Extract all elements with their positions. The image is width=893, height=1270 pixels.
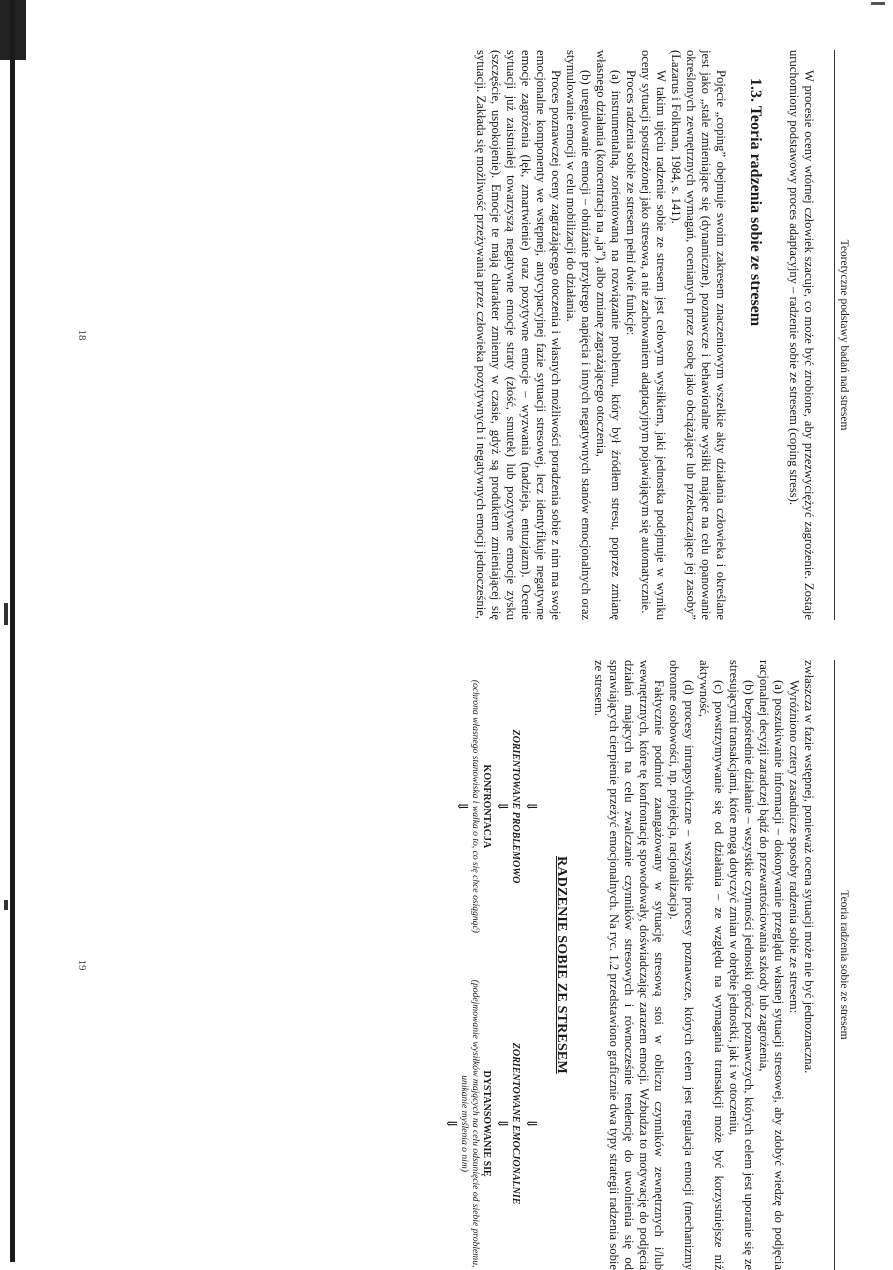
- body-paragraph: (a) instrumentalną, zorientowaną na rozwiązanie problemu, który był źródłem stresu, poprzez zmianę własnego działania (koncentracja na „ja”), albo zmianę zagrażającego otoczenia,: [594, 50, 623, 620]
- diagram-columns: [441, 660, 539, 1270]
- running-header: Teoretyczne podstawy badań nad stresem: [834, 50, 850, 620]
- intro-paragraph: W procesie oceny wtórnej człowiek szacuje, co może być zrobione, aby przezwyciężyć zagrożenie. Zostaje uruchomiony podstawowy proces adaptacyjny – radzenie sobie ze stresem (coping stress).: [787, 50, 816, 620]
- body-paragraph: zwłaszcza w fazie wstępnej, ponieważ ocena sytuacji może nie być jednoznaczna.: [802, 660, 816, 1074]
- page-18: [76, 50, 850, 620]
- body-paragraph: (c) powstrzymywanie się od działania – ze względu na wymagania transakcji może być korzystniejsze niż aktywność,: [697, 660, 726, 1270]
- down-arrow-icon: ⇓: [523, 1117, 538, 1130]
- problem-focused-heading: ZORIENTOWANE PROBLEMOWO: [510, 729, 521, 884]
- body-paragraph: Proces poznawczej oceny zagrażającego otoczenia i własnych możliwości poradzenia sobie z nim ma swoje emocjonalne komponenty we wstępnej, antycypacyjnej fazie sytuacji stresowej, lecz identyfikuje negatywne emocje zagrożenia (lęk, zmartwienie) oraz pozytywne emocje – wyzwania (nadzieja, entuzjazm). Ocenie sytuacji już zaistniałej towarzyszą negatywne emocje straty (złość, smutek) lub pozytywne emocje zysku (szczęście, uspokojenie). Emocje te mają charakter zmienny w czasie, gdyż są produktem zmieniającej się sytuacji. Zakłada się możliwość przeżywania przez człowieka pozytywnych i negatywnych emocji jednocześnie,: [474, 50, 563, 620]
- section-title: 1.3. Teoria radzenia sobie ze stresem: [747, 78, 764, 327]
- coping-strategies-diagram: [441, 660, 569, 1270]
- emotion-focused-column: [441, 977, 539, 1270]
- page-number: 18: [76, 329, 88, 341]
- body-paragraph: (d) procesy intrapsychiczne – wszystkie procesy poznawcze, których celem jest regulacja emocji (mechanizmy obronne osobowości, np. projekcja, racjonalizacja).: [667, 660, 696, 1270]
- diagram-title: RADZENIE SOBIE ZE STRESEM: [554, 856, 569, 1074]
- body-paragraph: (b) bezpośrednie działanie – wszystkie czynności jednostki oprócz poznawczych, których celem jest uporanie się ze stresującymi transakcjami, które mogą dotyczyć zmian w obrębie jednostki, jak i w otoczeniu,: [727, 660, 756, 1270]
- body-paragraph: Wyróżniono cztery zasadnicze sposoby radzenia sobie ze stresem:: [787, 680, 801, 1014]
- body-paragraph: (b) uregulowanie emocji – obniżanie przykrego napięcia i innych negatywnych stanów emocjonalnych oraz stymulowanie emocji w celu mobilizacji do działania.: [564, 50, 593, 620]
- down-arrow-icon: ⇓: [494, 800, 509, 813]
- body-paragraph: Pojęcie „coping” obejmuje swoim zakresem znaczeniowym wszelkie akty działania człowieka i określane jest jako „stale zmieniające się (dynamiczne), poznawcze i behawioralne wysiłki mające na celu opanowanie określonych zewnętrznych wymagań, ocenianych przez osobę jako obciążające lub przekraczające jej zasoby” (Lazarus i Folkman, 1984, s. 141).: [669, 50, 728, 620]
- body-paragraph: Proces radzenia sobie ze stresem pełni dwie funkcje:: [624, 70, 638, 336]
- down-arrow-icon: ⇓: [523, 800, 538, 813]
- emotion-focused-heading: ZORIENTOWANE EMOCJONALNIE: [510, 1042, 521, 1205]
- scan-mark: [4, 603, 8, 625]
- distancing-description: (podejmowanie wysiłków mających na celu odsunięcie od siebie problemu, unikanie myślenia o nim): [459, 979, 481, 1268]
- confrontation-description: (ochrona własnego stanowiska i walka o to, co się chce osiągnąć): [470, 679, 481, 933]
- page-number: 19: [76, 959, 88, 971]
- down-arrow-icon: ⇓: [454, 800, 469, 813]
- distancing-label: DYSTANSOWANIE SIĘ: [481, 1070, 492, 1177]
- running-header: Teoria radzenia sobie ze stresem: [834, 660, 850, 1270]
- binding-edge-line: [10, 0, 15, 1262]
- scan-mark: [4, 900, 8, 910]
- body-paragraph: Faktycznie podmiot zaangażowany w sytuację stresową stoi w obliczu czynników zewnętrznych i/lub wewnętrznych, które tę konfrontację spowodowały, doświadczając zarazem emocji. Wzbudza to motywację do podjęcia działań mających na celu zwalczanie czynników stresowych i równocześnie tendencję do uwolnienia się od sprawiających cierpienie przeżyć emocjonalnych. Na ryc. 1.2 przedstawiono graficznie dwa typy strategii radzenia sobie ze stresem.: [592, 660, 666, 1270]
- problem-focused-column: [441, 660, 539, 953]
- scan-corner-mark: [871, 2, 885, 5]
- confrontation-label: KONFRONTACJA: [481, 764, 492, 849]
- down-arrow-icon: ⇓: [494, 1117, 509, 1130]
- page-19: [76, 660, 850, 1270]
- body-paragraph: W takim ujęciu radzenie sobie ze stresem jest celowym wysiłkiem, jaki jednostka podejmuje w wyniku oceny sytuacji spostrzeżonej jako stresowa, a nie zachowaniem adaptacyjnym pojawiającym się automatycznie.: [639, 50, 668, 620]
- down-arrow-icon: ⇓: [443, 1117, 458, 1130]
- body-paragraph: (a) poszukiwanie informacji – dokonywanie przeglądu własnej sytuacji stresowej, aby zdobyć wiedzę do podjęcia racjonalnej decyzji zaradczej bądź do przewartościowania szkody lub zagrożenia,: [757, 660, 786, 1270]
